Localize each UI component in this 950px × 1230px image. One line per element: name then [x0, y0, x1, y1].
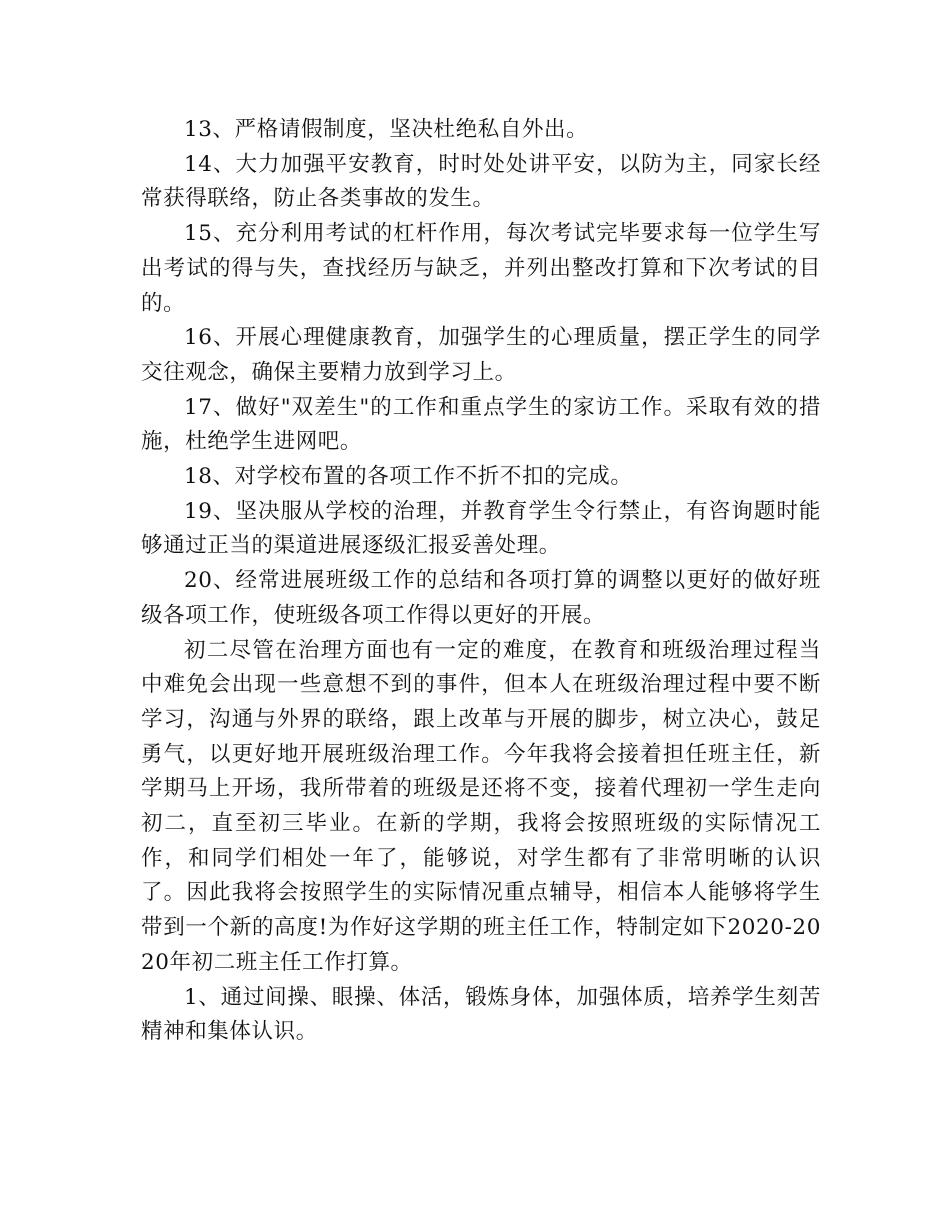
document-body: [141, 113, 821, 1050]
paragraph-item-1: 1、通过间操、眼操、体活，锻炼身体，加强体质，培养学生刻苦精神和集体认识。: [141, 984, 821, 1045]
paragraph-item-20: 20、经常进展班级工作的总结和各项打算的调整以更好的做好班级各项工作，使班级各项工作得以更好的开展。: [141, 568, 821, 628]
paragraph-item-13: 13、严格请假制度，坚决杜绝私自外出。: [184, 117, 589, 142]
paragraph-item-17: 17、做好"双差生"的工作和重点学生的家访工作。采取有效的措施，杜绝学生进网吧。: [141, 394, 821, 455]
paragraph-summary: 初二尽管在治理方面也有一定的难度，在教育和班级治理过程当中难免会出现一些意想不到的事件，但本人在班级治理过程中要不断学习，沟通与外界的联络，跟上改革与开展的脚步，树立决心，鼓足勇气，以更好地开展班级治理工作。今年我将会接着担任班主任，新学期马上开场，我所带着的班级是还将不变，接着代理初一学生走向初二，直至初三毕业。在新的学期，我将会按照班级的实际情况工作，和同学们相处一年了，能够说，对学生都有了非常明晰的认识了。因此我将会按照学生的实际情况重点辅导，相信本人能够将学生带到一个新的高度!为作好这学期的班主任工作，特制定如下2020-2020年初二班主任工作打算。: [141, 637, 821, 975]
paragraph-item-16: 16、开展心理健康教育，加强学生的心理质量，摆正学生的同学交往观念，确保主要精力放到学习上。: [141, 325, 821, 385]
paragraph-item-19: 19、坚决服从学校的治理，并教育学生令行禁止，有咨询题时能够通过正当的渠道进展逐级汇报妥善处理。: [141, 498, 821, 559]
paragraph-item-18: 18、对学校布置的各项工作不折不扣的完成。: [184, 464, 633, 490]
paragraph-item-14: 14、大力加强平安教育，时时处处讲平安，以防为主，同家长经常获得联络，防止各类事故的发生。: [141, 151, 821, 212]
paragraph-item-15: 15、充分利用考试的杠杆作用，每次考试完毕要求每一位学生写出考试的得与失，查找经历与缺乏，并列出整改打算和下次考试的目的。: [141, 221, 821, 316]
